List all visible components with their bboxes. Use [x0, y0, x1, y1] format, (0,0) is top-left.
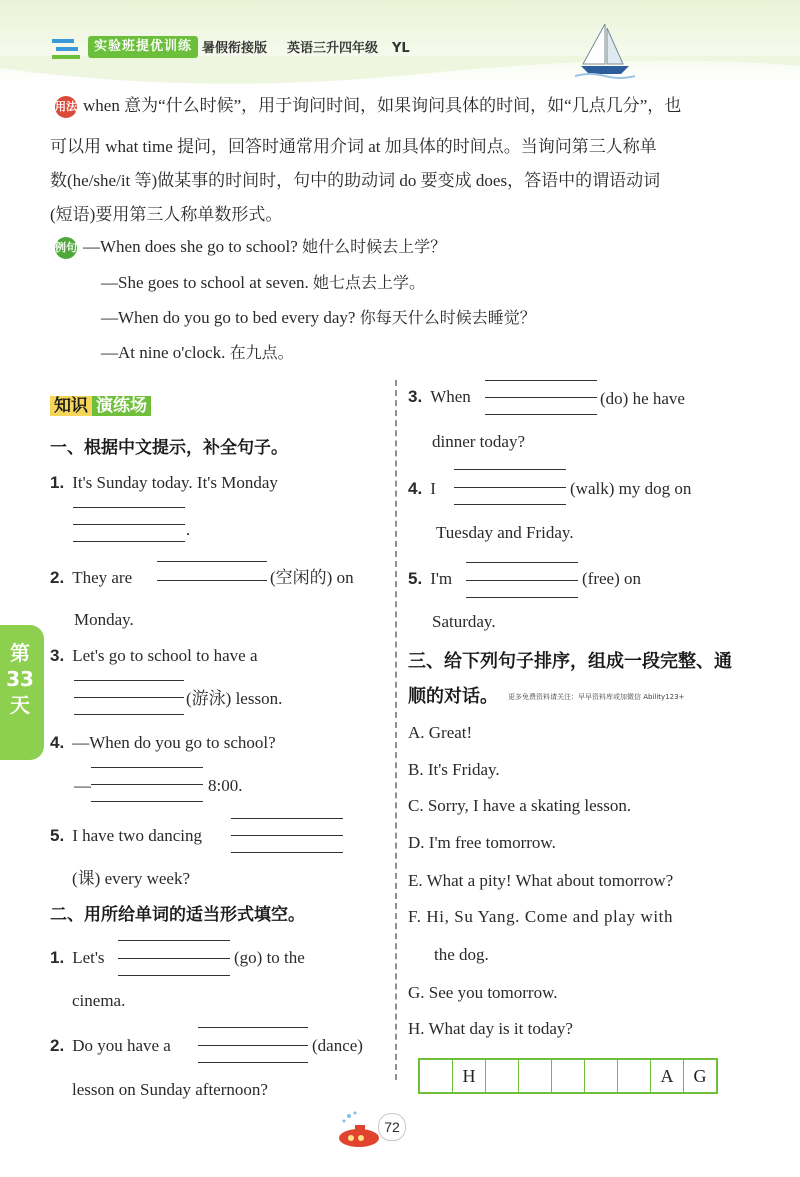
s1-q1: [50, 472, 278, 494]
usage-line-3: 数(he/she/it 等)做某事的时间时，句中的助动词 do 要变成 does，答语中的谓语动词: [50, 171, 661, 190]
s2-q1-blank[interactable]: [118, 958, 230, 959]
s2-q5-blank-guide: [466, 562, 578, 563]
s2-q2: [50, 1035, 171, 1057]
s2-q3: [408, 386, 471, 408]
option-a: A. Great!: [408, 723, 473, 742]
s2-q2-blank[interactable]: [198, 1045, 308, 1046]
answer-cell[interactable]: [552, 1060, 585, 1092]
s2-q3-blank[interactable]: [485, 397, 597, 398]
answer-cell[interactable]: [420, 1060, 453, 1092]
s2-q3-blank-guide: [485, 380, 597, 381]
question-number: 5.: [408, 569, 423, 588]
s1-q2-blank[interactable]: [157, 580, 267, 581]
promo-note: 更多免费资料请关注：早早资料库或加微信 Ability123+: [508, 693, 685, 701]
s2-q1: [50, 947, 105, 969]
knowledge-title-part2: 演练场: [92, 396, 151, 416]
knowledge-title-part1: 知识: [50, 396, 92, 416]
option-g: G. See you tomorrow.: [408, 983, 558, 1002]
answer-cell[interactable]: [519, 1060, 552, 1092]
s1-q4-blank-guide: [91, 801, 203, 802]
option-e: E. What a pity! What about tomorrow?: [408, 871, 674, 890]
question-text: Let's go to school to have a: [72, 646, 258, 665]
answer-cell[interactable]: [585, 1060, 618, 1092]
question-text: I have two dancing: [72, 826, 203, 845]
section-3-title-line-1: 三、给下列句子排序，组成一段完整、通: [408, 651, 732, 672]
s2-q3-hint: (do) he have: [600, 389, 685, 408]
knowledge-practice-title: [50, 393, 151, 419]
s1-q1-blank-guide: [73, 541, 185, 542]
usage-paragraph: [55, 88, 755, 123]
question-number: 4.: [50, 733, 65, 752]
s1-q4-time: 8:00.: [208, 776, 243, 795]
s2-q1-hint: (go) to the: [234, 948, 305, 967]
s2-q2-continuation: lesson on Sunday afternoon?: [72, 1080, 268, 1099]
s1-q2-blank-guide: [157, 561, 267, 562]
answer-cell[interactable]: [486, 1060, 519, 1092]
s1-q2-continuation: Monday.: [74, 610, 134, 629]
question-number: 1.: [50, 948, 65, 967]
example-line-2: [101, 273, 425, 293]
option-h: H. What day is it today?: [408, 1019, 573, 1038]
question-number: 2.: [50, 568, 65, 587]
answer-cell[interactable]: A: [651, 1060, 684, 1092]
subject-label: 英语三升四年级: [287, 41, 379, 56]
question-number: 5.: [50, 826, 65, 845]
example-cn: 你每天什么时候去睡觉？: [359, 308, 536, 327]
s1-q5: [50, 825, 202, 847]
sailboat-icon: [575, 20, 635, 80]
s1-q1-period: .: [186, 520, 191, 539]
s2-q2-blank-guide: [198, 1027, 308, 1028]
answer-cell[interactable]: [618, 1060, 651, 1092]
question-number: 3.: [408, 387, 423, 406]
s1-q4-dash: —: [74, 776, 91, 795]
usage-line-4: (短语)要用第三人称单数形式。: [50, 205, 283, 224]
s2-q4-blank-guide: [454, 504, 566, 505]
column-divider: [395, 380, 397, 1080]
section-2-title: 二、用所给单词的适当形式填空。: [50, 905, 305, 925]
s1-q4-blank[interactable]: [91, 784, 203, 785]
s2-q4-blank[interactable]: [454, 487, 566, 488]
edition-label: 暑假衔接版: [202, 41, 268, 56]
example-cn: 在九点。: [229, 343, 294, 362]
page-number: 72: [378, 1113, 406, 1141]
s1-q5-blank-guide: [231, 852, 343, 853]
question-text: Do you have a: [72, 1036, 171, 1055]
s2-q5-continuation: Saturday.: [432, 612, 496, 631]
example-en: —When do you go to bed every day?: [101, 308, 356, 327]
question-text: It's Sunday today. It's Monday: [72, 473, 278, 492]
s1-q4: [50, 732, 276, 754]
s2-q1-blank-guide: [118, 975, 230, 976]
s1-q3-hint: (游泳) lesson.: [186, 689, 283, 708]
s1-q4-blank-guide: [91, 767, 203, 768]
question-text: They are: [72, 568, 133, 587]
s2-q4-continuation: Tuesday and Friday.: [436, 523, 574, 542]
question-text: When: [430, 387, 471, 406]
question-number: 2.: [50, 1036, 65, 1055]
option-b: B. It's Friday.: [408, 760, 500, 779]
s2-q1-continuation: cinema.: [72, 991, 126, 1010]
code-label: YL: [392, 41, 410, 56]
s2-q3-continuation: dinner today?: [432, 432, 525, 451]
s1-q5-blank[interactable]: [231, 835, 343, 836]
series-title: 实验班提优训练: [88, 36, 198, 58]
usage-line-1: when 意为“什么时候”，用于询问时间，如果询问具体的时间，如“几点几分”，也: [83, 96, 682, 115]
example-en: —When does she go to school?: [83, 237, 298, 256]
s1-q2: [50, 567, 132, 589]
example-cn: 她什么时候去上学？: [302, 237, 447, 256]
example-line-4: [101, 343, 294, 363]
s1-q3-blank-guide: [74, 680, 184, 681]
example-line-1: [55, 237, 446, 259]
section-3-title-line-2: 顺的对话。: [408, 686, 498, 707]
usage-line-2: 可以用 what time 提问，回答时通常用介词 at 加具体的时间点。当询问第三人称单: [50, 137, 657, 156]
s2-q2-blank-guide: [198, 1062, 308, 1063]
brand-logo-icon: [50, 35, 84, 61]
s2-q5-blank[interactable]: [466, 580, 578, 581]
question-number: 1.: [50, 473, 65, 492]
option-f: F. Hi, Su Yang. Come and play with: [408, 907, 674, 926]
question-text: I: [430, 479, 436, 498]
example-line-3: [101, 308, 536, 328]
s2-q4-hint: (walk) my dog on: [570, 479, 692, 498]
option-c: C. Sorry, I have a skating lesson.: [408, 796, 632, 815]
s1-q5-blank-guide: [231, 818, 343, 819]
s1-q5-hint: (课) every week?: [72, 869, 190, 888]
question-number: 4.: [408, 479, 423, 498]
s2-q4-blank-guide: [454, 469, 566, 470]
s2-q5-blank-guide: [466, 597, 578, 598]
example-badge: 例句: [55, 237, 77, 259]
question-number: 3.: [50, 646, 65, 665]
example-en: —She goes to school at seven.: [101, 273, 309, 292]
answer-order-table: [418, 1058, 718, 1094]
question-text: Let's: [72, 948, 105, 967]
s2-q5-hint: (free) on: [582, 569, 641, 588]
question-text: —When do you go to school?: [72, 733, 276, 752]
s1-q3-blank-guide: [74, 714, 184, 715]
answer-cell[interactable]: H: [453, 1060, 486, 1092]
section-1-title: 一、根据中文提示，补全句子。: [50, 438, 288, 458]
example-cn: 她七点去上学。: [313, 273, 426, 292]
s2-q4: [408, 478, 436, 500]
s1-q1-blank-guide: [73, 507, 185, 508]
s2-q3-blank-guide: [485, 414, 597, 415]
s2-q5: [408, 568, 452, 590]
s2-q1-blank-guide: [118, 940, 230, 941]
answer-cell[interactable]: G: [693, 1066, 707, 1086]
s1-q2-hint: (空闲的) on: [270, 568, 354, 587]
option-f-continuation: the dog.: [434, 945, 489, 964]
s2-q2-hint: (dance): [312, 1036, 363, 1055]
day-side-tab-label: 第33天: [6, 641, 34, 717]
s1-q3-blank[interactable]: [74, 697, 184, 698]
example-en: —At nine o'clock.: [101, 343, 226, 362]
option-d: D. I'm free tomorrow.: [408, 833, 556, 852]
s1-q1-blank[interactable]: [73, 524, 185, 525]
question-text: I'm: [430, 569, 453, 588]
usage-badge: 用法: [55, 96, 77, 118]
s1-q3: [50, 645, 258, 667]
